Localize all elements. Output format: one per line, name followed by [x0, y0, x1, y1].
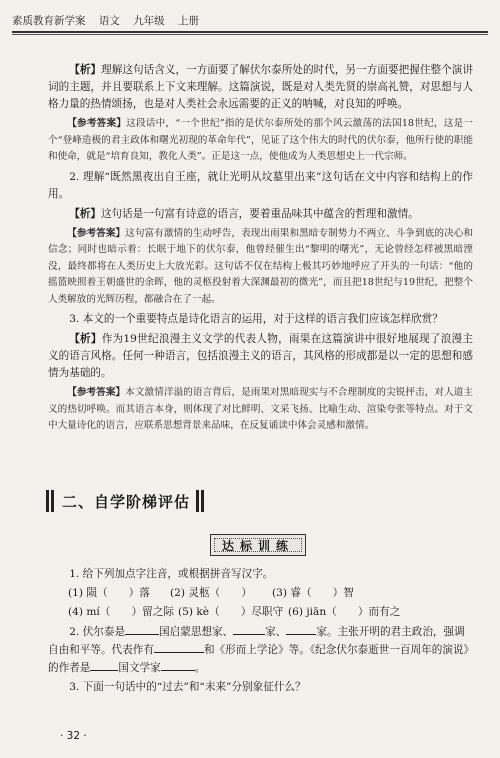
fill-blank: [90, 659, 118, 671]
exercise-item: (1) 陨（ ）落: [68, 587, 150, 599]
heading-bar: [201, 490, 204, 512]
header-volume: 上册: [178, 15, 200, 27]
header-rule-thin: [12, 34, 488, 35]
exercise-question-2: 2. 伏尔泰是 国启蒙思想家、 家、 家。主张开明的君主政治，强调自由和平等。代表作有 和《形而上学论》等。《纪念伏尔泰逝世一百周年的演说》的作者是 国文学家 。: [48, 623, 473, 677]
exercise-item: (4) mí（ ）留之际: [68, 606, 174, 618]
exercise-row: [48, 585, 473, 602]
analysis-content: [48, 62, 473, 438]
exercise-item: (2) 灵柩（ ）: [170, 587, 252, 599]
exercise-item: (6) jiān（ ）而有之: [288, 606, 401, 618]
question-2: 2. 理解“既然黑夜出自王座，就让光明从坟墓里出来”这句话在文中内容和结构上的作用。: [48, 170, 473, 200]
exercise-item: (3) 睿（ ）智: [272, 587, 354, 599]
heading-bar: [51, 490, 54, 512]
analysis-paragraph: 【析】作为19世纪浪漫主义文学的代表人物，雨果在这篇演讲中很好地展现了浪漫主义的语言风格。任何一种语言，包括浪漫主义的语言，其风格的形成都是以一定的思想和感情为基础的。: [48, 333, 473, 379]
fill-blank: [286, 623, 316, 635]
answer-paragraph: 【参考答案】这句富有激情的生动呼告，表现出雨果和黑暗专制势力不两立、斗争到底的决心和信念；同时也暗示着：长眠于地下的伏尔泰，他曾经催生出“黎明的曙光”，无论曾经怎样被黑暗湮没，最终都将在人类历史上大放光彩。这句话不仅在结构上极其巧妙地呼应了开头的一句话：“他的摇篮映照着王朝盛世的余晖，他的灵柩投射着大深渊最初的微光”，而且把18世纪与19世纪，把整个人类解放的光辉历程，都融合在了一起。: [48, 227, 474, 305]
answer-paragraph: 【参考答案】本文激情洋溢的语言背后，是雨果对黑暗现实与不合理制度的尖锐抨击，对人道主义的热切呼唤。而其语言本身，则体现了对比鲜明、文采飞扬、比喻生动、渲染夸张等特点。对于文中大量诗化的语言，应联系思想背景来品味，在反复诵读中体会灵感和激情。: [48, 387, 474, 431]
fill-blank: [161, 659, 195, 671]
section-title-text: 二、自学阶梯评估: [62, 492, 191, 511]
exercise-question-1: 1. 给下列加点字注音，或根据拼音写汉字。: [69, 568, 274, 580]
heading-bar: [46, 490, 49, 512]
exercise-row: [48, 604, 473, 621]
practice-title-box: [210, 534, 306, 556]
exercise-section: [48, 566, 473, 698]
page-number: · 32 ·: [60, 730, 87, 742]
analysis-paragraph: 【析】理解这句话含义，一方面要了解伏尔泰所处的时代，另一方面要把握住整个演讲词的主题，并且要联系上下文来理解。这篇演说，既是对人类先贤的崇高礼赞，对思想与人格力量的热情颂扬，也是对人类社会永远需要的正义的呐喊，对良知的呼唤。: [48, 64, 474, 110]
fill-blank: [154, 641, 204, 653]
running-header: [12, 12, 488, 30]
fill-blank: [233, 623, 265, 635]
analysis-paragraph: 【析】这句话是一句富有诗意的语言，要着重品味其中蕴含的哲理和激情。: [69, 207, 419, 220]
header-rule: [12, 31, 488, 33]
heading-bar: [196, 490, 199, 512]
header-grade: 九年级: [133, 15, 165, 27]
exercise-question-3: 3. 下面一句话中的“过去”和“未来”分别象征什么？: [69, 681, 306, 693]
header-series: 素质教育新学案: [12, 15, 86, 27]
answer-paragraph: 【参考答案】这段话中，“一个世纪”指的是伏尔泰所处的那个风云激荡的法国18世纪，这是一个“登峰造极的君主政体和曙光初现的革命年代”，见证了这个伟大的时代的伏尔泰，他所行使的职能和使命，就是“培育良知，教化人类”。正是这一点，使他成为人类思想史上一代宗师。: [48, 118, 473, 162]
question-3: 3. 本文的一个重要特点是诗化语言的运用，对于这样的语言我们应该怎样欣赏？: [69, 313, 443, 325]
header-subject: 语文: [98, 15, 120, 27]
fill-blank: [125, 623, 159, 635]
exercise-item: (5) kè（ ）尽职守: [178, 606, 284, 618]
practice-title: 达标训练: [221, 538, 294, 553]
section-heading: [46, 488, 226, 514]
